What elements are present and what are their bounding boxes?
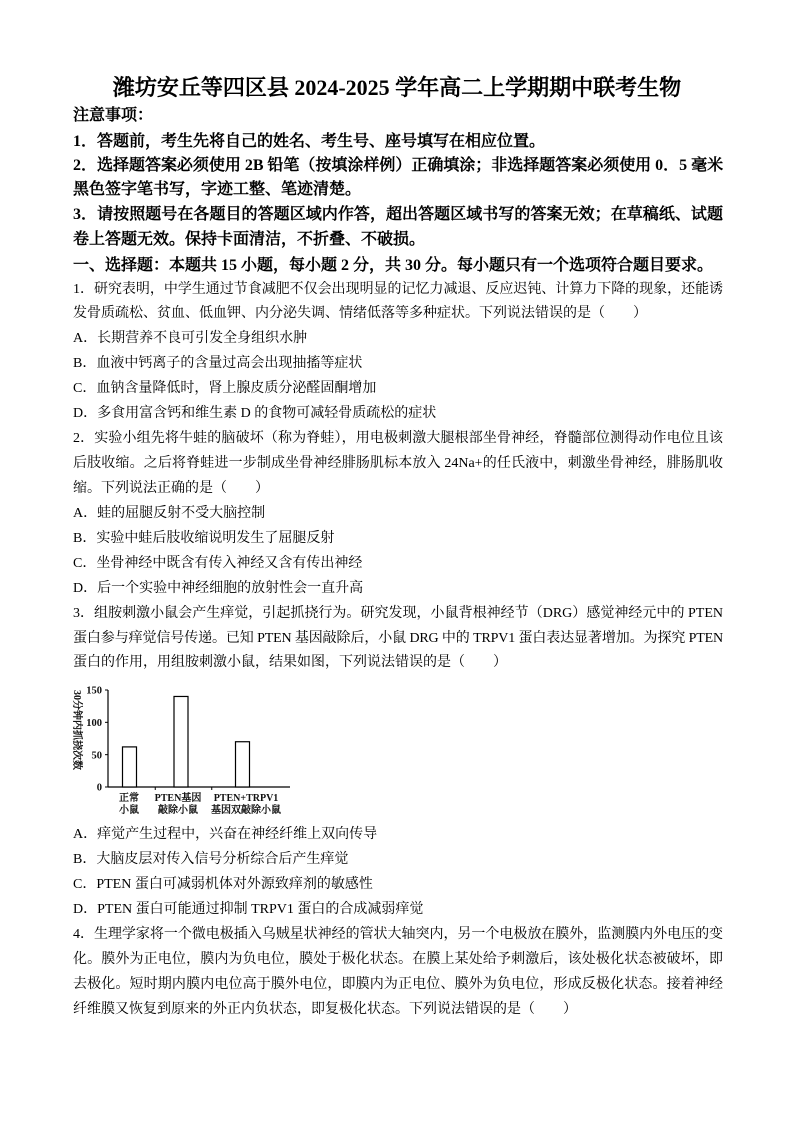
bar-chart — [70, 680, 295, 820]
question-3-stem-line-2: 蛋白参与痒觉信号传递。已知 PTEN 基因敲除后，小鼠 DRG 中的 TRPV1 蛋白表达显著增加。为探究 PTEN — [73, 631, 723, 646]
question-4-stem-line-4: 纤维膜又恢复到原来的外正内负状态，即复极化状态。下列说法错误的是（ ） — [73, 1002, 577, 1017]
y-tick-label: 100 — [86, 717, 102, 729]
question-4-stem-line-2: 化。膜外为正电位，膜内为负电位，膜处于极化状态。在膜上某处给予刺激后，该处极化状态被破坏，即 — [73, 952, 723, 967]
question-1-stem-line-1: 1．研究表明，中学生通过节食减肥不仅会出现明显的记忆力减退、反应迟钝、计算力下降的现象，还能诱 — [73, 282, 723, 297]
y-axis-label: 30分钟内抓挠次数 — [71, 690, 82, 770]
category-label: 敲除小鼠 — [158, 805, 198, 816]
question-4-stem-line-1: 4．生理学家将一个微电极插入乌贼星状神经的管状大轴突内，另一个电极放在膜外，监测膜内外电压的变 — [73, 927, 723, 942]
y-tick-label: 50 — [91, 750, 102, 762]
question-2-stem-line-3: 缩。下列说法正确的是（ ） — [73, 481, 269, 496]
question-3-option-c: C．PTEN 蛋白可减弱机体对外源致痒剂的敏感性 — [73, 877, 373, 892]
question-2-option-c: C．坐骨神经中既含有传入神经又含有传出神经 — [73, 556, 363, 571]
question-1-option-a: A．长期营养不良可引发全身组织水肿 — [73, 331, 308, 346]
question-1-option-c: C．血钠含量降低时，肾上腺皮质分泌醛固酮增加 — [73, 381, 377, 396]
category-label: 正常 — [119, 793, 139, 804]
y-tick-label: 0 — [96, 782, 102, 794]
y-tick-label: 150 — [86, 685, 102, 697]
notice-item-3-line-1: 3．请按照题号在各题目的答题区域内作答，超出答题区域书写的答案无效；在草稿纸、试题 — [73, 206, 723, 223]
question-1-stem-line-2: 发骨质疏松、贫血、低血钾、内分泌失调、情绪低落等多种症状。下列说法错误的是（ ） — [73, 306, 647, 321]
bar-pten-trpv1-double-knockout-mice — [236, 742, 250, 787]
category-label: PTEN基因 — [154, 793, 202, 804]
category-label: PTEN+TRPV1 — [213, 793, 279, 804]
question-2-stem-line-1: 2．实验小组先将牛蛙的脑破坏（称为脊蛙），用电极刺激大腿根部坐骨神经，脊髓部位测得动作电位且该 — [73, 431, 723, 446]
notice-item-1-line-1: 1．答题前，考生先将自己的姓名、考生号、座号填写在相应位置。 — [73, 133, 546, 150]
question-3-stem-line-3: 蛋白的作用，用组胺刺激小鼠，结果如图，下列说法错误的是（ ） — [73, 655, 507, 670]
question-3-option-a: A．痒觉产生过程中，兴奋在神经纤维上双向传导 — [73, 827, 378, 842]
section-heading: 一、选择题：本题共 15 小题，每小题 2 分，共 30 分。每小题只有一个选项符合题目要求。 — [73, 257, 714, 274]
question-1-option-d: D．多食用富含钙和维生素 D 的食物可减轻骨质疏松的症状 — [73, 406, 437, 421]
bar-pten-knockout-mice — [174, 696, 188, 787]
question-2-stem-line-2: 后肢收缩。之后将脊蛙进一步制成坐骨神经腓肠肌标本放入 24Na+的任氏液中，刺激坐骨神经，腓肠肌收 — [73, 456, 723, 471]
question-3-option-d: D．PTEN 蛋白可能通过抑制 TRPV1 蛋白的合成减弱痒觉 — [73, 902, 424, 917]
category-label: 小鼠 — [119, 805, 139, 816]
question-1-option-b: B．血液中钙离子的含量过高会出现抽搐等症状 — [73, 356, 363, 371]
page-title: 潍坊安丘等四区县 2024-2025 学年高二上学期期中联考生物 — [112, 75, 682, 100]
question-4-stem-line-3: 去极化。短时期内膜内电位高于膜外电位，即膜内为正电位、膜外为负电位，形成反极化状态。接着神经 — [73, 977, 723, 992]
question-3-stem-line-1: 3．组胺刺激小鼠会产生痒觉，引起抓挠行为。研究发现，小鼠背根神经节（DRG）感觉神经元中的 PTEN — [73, 606, 723, 621]
question-2-option-a: A．蛙的屈腿反射不受大脑控制 — [73, 506, 266, 521]
question-3-option-b: B．大脑皮层对传入信号分析综合后产生痒觉 — [73, 852, 349, 867]
notice-item-2-line-1: 2．选择题答案必须使用 2B 铅笔（按填涂样例）正确填涂；非选择题答案必须使用 0．5 毫米 — [73, 157, 723, 174]
question-2-option-d: D．后一个实验中神经细胞的放射性会一直升高 — [73, 581, 364, 596]
question-2-option-b: B．实验中蛙后肢收缩说明发生了屈腿反射 — [73, 531, 335, 546]
notice-item-2-line-2: 黑色签字笔书写，字迹工整、笔迹清楚。 — [73, 181, 362, 198]
notice-heading: 注意事项： — [73, 107, 154, 124]
bar-normal-mice — [123, 747, 137, 787]
category-label: 基因双敲除小鼠 — [211, 805, 281, 816]
notice-item-3-line-2: 卷上答题无效。保持卡面清洁，不折叠、不破损。 — [73, 231, 426, 248]
